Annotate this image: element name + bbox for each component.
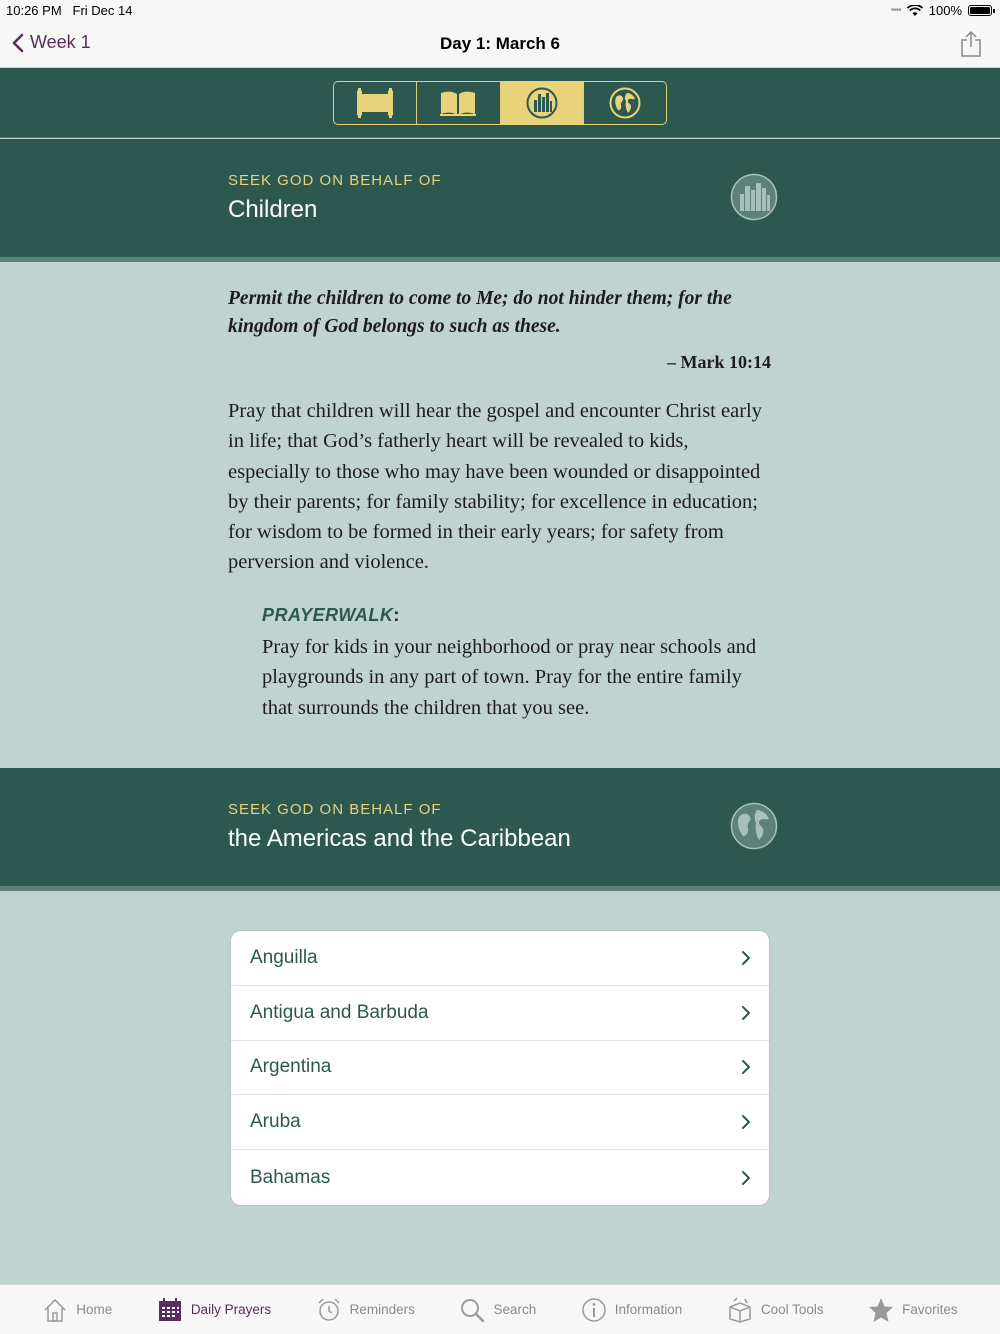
- segment-bar: [0, 68, 1000, 138]
- tab-cool-tools[interactable]: [727, 1297, 824, 1323]
- calendar-icon: [157, 1297, 183, 1323]
- section-header-children: [0, 139, 1000, 262]
- country-name: Aruba: [250, 1111, 301, 1133]
- tab-reminders[interactable]: [316, 1297, 415, 1323]
- navigation-bar: [0, 20, 1000, 68]
- list-item[interactable]: [231, 1150, 769, 1205]
- section-title: Children: [228, 196, 318, 223]
- content-segmented-control: [333, 81, 667, 125]
- section-title: the Americas and the Caribbean: [228, 825, 571, 852]
- tab-label: Home: [76, 1302, 113, 1317]
- share-icon: [960, 30, 982, 58]
- back-button-label: Week 1: [30, 32, 91, 52]
- section-kicker: SEEK GOD ON BEHALF OF: [228, 801, 442, 818]
- status-time: 10:26 PM Fri Dec 14: [6, 3, 133, 18]
- tab-daily-prayers[interactable]: [157, 1297, 271, 1323]
- scripture-verse: Permit the children to come to Me; do not hinder them; for the kingdom of God belongs to such as these.: [228, 288, 732, 337]
- tab-label: Favorites: [902, 1302, 958, 1317]
- list-item[interactable]: [231, 1041, 769, 1096]
- chevron-right-icon: [741, 1005, 751, 1021]
- list-item[interactable]: [231, 986, 769, 1041]
- city-icon: [526, 87, 558, 119]
- segment-city[interactable]: [501, 82, 584, 124]
- home-icon: [42, 1297, 68, 1323]
- chevron-right-icon: [741, 1114, 751, 1130]
- section-kicker: SEEK GOD ON BEHALF OF: [228, 172, 442, 189]
- status-date: Fri Dec 14: [72, 3, 133, 18]
- alarm-clock-icon: [316, 1297, 342, 1323]
- country-name: Bahamas: [250, 1166, 331, 1188]
- city-icon: [729, 172, 779, 222]
- scripture-reference: – Mark 10:14: [667, 352, 771, 372]
- chevron-right-icon: [741, 950, 751, 966]
- segment-scripture[interactable]: [334, 82, 417, 124]
- share-button[interactable]: [960, 30, 982, 63]
- segment-reading[interactable]: [417, 82, 500, 124]
- tab-label: Cool Tools: [760, 1302, 824, 1317]
- prayerwalk-text: Pray for kids in your neighborhood or pray near schools and playgrounds in any part of town. Pray for the entire family that surrounds the children that you see.: [262, 636, 757, 719]
- section-header-americas: [0, 768, 1000, 891]
- toolbox-icon: [727, 1297, 753, 1323]
- open-book-icon: [439, 89, 477, 117]
- scroll-icon: [353, 88, 397, 118]
- signal-icon: ••••: [890, 5, 901, 16]
- page-title: Day 1: March 6: [440, 34, 560, 53]
- tab-favorites[interactable]: [868, 1297, 958, 1323]
- country-name: Antigua and Barbuda: [250, 1001, 429, 1023]
- chevron-right-icon: [741, 1170, 751, 1186]
- status-bar: [0, 0, 1000, 20]
- info-icon: [581, 1297, 607, 1323]
- wifi-icon: [907, 5, 923, 17]
- tab-label: Daily Prayers: [190, 1302, 272, 1317]
- tab-label: Reminders: [349, 1302, 415, 1317]
- tab-label: Information: [614, 1302, 683, 1317]
- tab-home[interactable]: [42, 1297, 112, 1323]
- globe-icon: [609, 87, 641, 119]
- list-item[interactable]: [231, 931, 769, 986]
- segment-world[interactable]: [584, 82, 666, 124]
- globe-icon: [729, 801, 779, 851]
- tab-information[interactable]: [581, 1297, 683, 1323]
- country-name: Anguilla: [250, 946, 318, 968]
- prayer-body-text: Pray that children will hear the gospel and encounter Christ early in life; that God’s fatherly heart will be revealed to kids, especially to those who may have been wounded or disappointed by their parents; for family stability; for excellence in education; for wisdom to be formed in their early years; for safety from perversion and violence.: [228, 400, 762, 574]
- battery-percent: 100%: [928, 3, 962, 18]
- tab-search[interactable]: [459, 1297, 536, 1323]
- star-icon: [868, 1297, 894, 1323]
- chevron-right-icon: [741, 1059, 751, 1075]
- prayerwalk-label: PRAYERWALK:: [262, 605, 400, 625]
- battery-icon: [968, 5, 992, 16]
- search-icon: [459, 1297, 485, 1323]
- list-item[interactable]: [231, 1095, 769, 1150]
- tab-label: Search: [493, 1302, 537, 1317]
- country-name: Argentina: [250, 1056, 332, 1078]
- country-list: [231, 931, 769, 1205]
- tab-bar: [0, 1284, 1000, 1334]
